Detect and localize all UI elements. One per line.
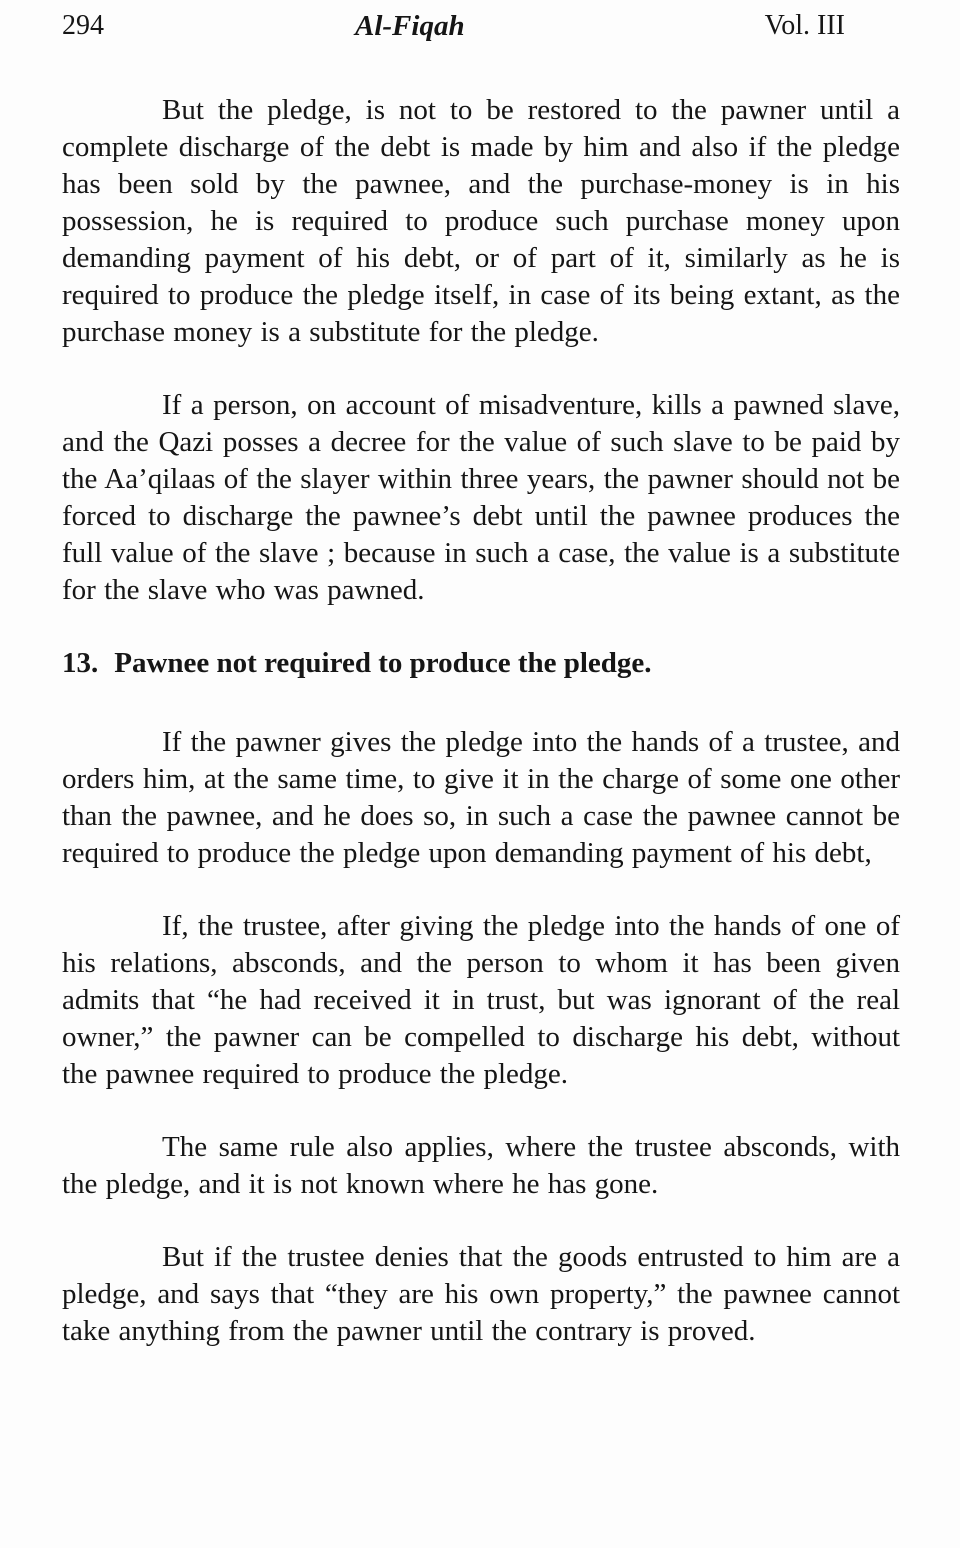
paragraph-trustee-absconds-relations: If, the trustee, after giving the pledge into the hands of one of his relations, absconds, and the person to whom it has been given admits that “he had received it in trust, but was ignorant of the real owner,” the pawner can be compelled to discharge his debt, without the pawnee required to produce the pledge.	[62, 910, 900, 1090]
volume-label: Vol. III	[764, 10, 845, 41]
paragraph-pawned-slave: If a person, on account of misadventure, kills a pawned slave, and the Qazi posses a decree for the value of such slave to be paid by the Aa’qilaas of the slayer within three years, the pawner should not be forced to discharge the pawnee’s debt until the pawnee produces the full value of the slave ; because in such a case, the value is a substitute for the slave who was pawned.	[62, 389, 900, 606]
section-number: 13.	[62, 647, 99, 679]
paragraph-trustee-denies: But if the trustee denies that the goods entrusted to him are a pledge, and says that “they are his own property,” the pawnee cannot take anything from the pawner until the contrary is proved.	[62, 1241, 900, 1347]
paragraph-trustee-absconds-pledge: The same rule also applies, where the trustee absconds, with the pledge, and it is not known where he has gone.	[62, 1131, 900, 1200]
running-header	[62, 10, 900, 52]
paragraph-trustee-charge: If the pawner gives the pledge into the hands of a trustee, and orders him, at the same time, to give it in the charge of some one other than the pawnee, and he does so, in such a case the pawnee cannot be required to produce the pledge upon demanding payment of his debt,	[62, 726, 900, 869]
running-title: Al-Fiqah	[355, 10, 465, 42]
paragraph-pledge-restoration: But the pledge, is not to be restored to the pawner until a complete discharge of the debt is made by him and also if the pledge has been sold by the pawnee, and the purchase-money is in his possession, he is required to produce such purchase money upon demanding payment of his debt, or of part of it, similarly as he is required to produce the pledge itself, in case of its being extant, as the purchase money is a substitute for the pledge.	[62, 94, 900, 348]
body-text	[62, 92, 900, 1350]
section-title: Pawnee not required to produce the pledge.	[114, 647, 652, 679]
page-number: 294	[62, 10, 104, 41]
section-heading	[62, 645, 900, 682]
